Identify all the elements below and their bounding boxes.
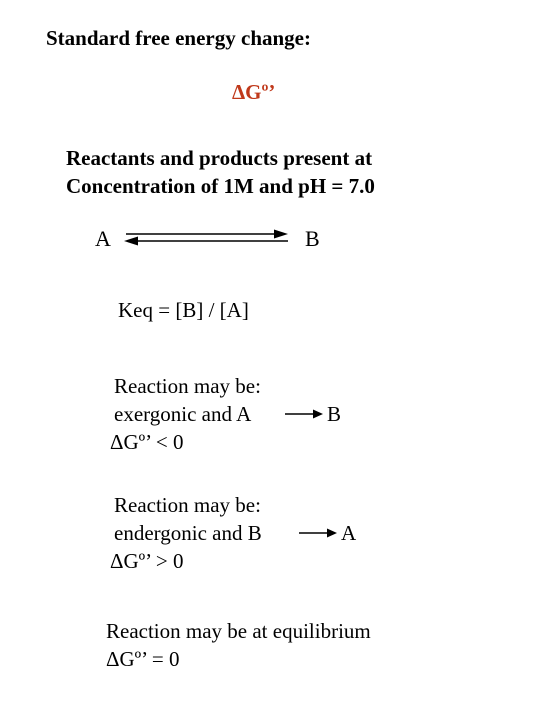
exergonic-delta-g: ΔGº’ < 0 (110, 430, 184, 454)
slide-title: Standard free energy change: (46, 26, 311, 50)
equilibrium-case-delta-g: ΔGº’ = 0 (106, 647, 180, 671)
conditions-line-1: Reactants and products present at (66, 146, 373, 170)
exergonic-line-2: exergonic and A (114, 402, 252, 426)
equilibrium-product: B (305, 226, 320, 251)
exergonic-line-1: Reaction may be: (114, 374, 261, 398)
forward-arrow-icon (284, 406, 324, 422)
equilibrium-reactant: A (95, 226, 111, 251)
forward-arrow-icon (298, 525, 338, 541)
endergonic-line-1: Reaction may be: (114, 493, 261, 517)
exergonic-product: B (327, 402, 342, 426)
equilibrium-arrows-icon (122, 227, 292, 247)
keq-expression: Keq = [B] / [A] (118, 298, 249, 322)
delta-g-symbol: ΔGº’ (232, 80, 276, 104)
endergonic-product: A (341, 521, 357, 545)
endergonic-line-2: endergonic and B (114, 521, 262, 545)
conditions-line-2: Concentration of 1M and pH = 7.0 (66, 174, 375, 198)
equilibrium-case-line-1: Reaction may be at equilibrium (106, 619, 371, 643)
endergonic-delta-g: ΔGº’ > 0 (110, 549, 184, 573)
